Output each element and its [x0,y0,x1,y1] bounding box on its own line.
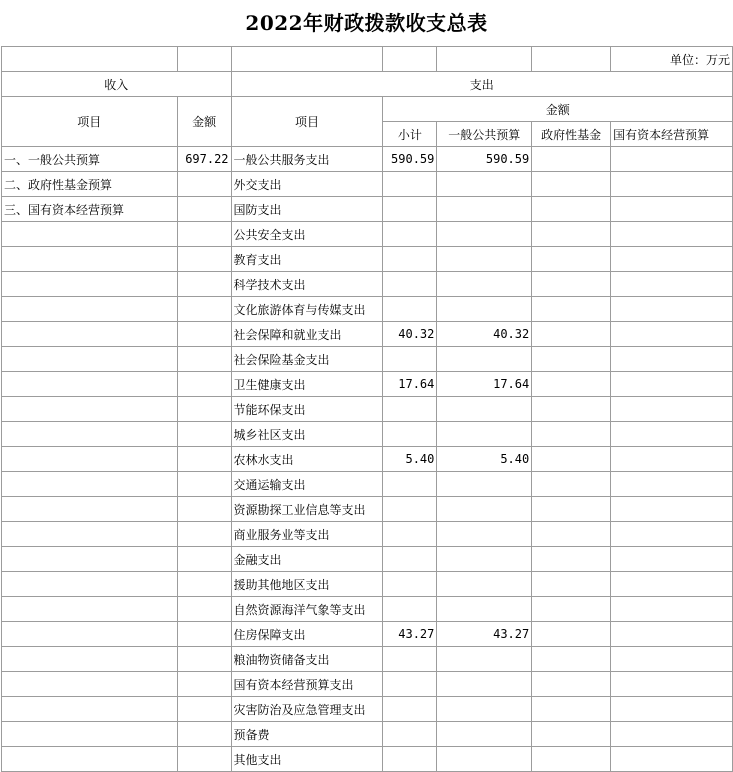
expense-gov-fund[interactable] [532,247,611,272]
expense-general-budget[interactable] [437,597,532,622]
income-item-name[interactable]: 一、一般公共预算 [2,147,178,172]
income-item-name[interactable] [2,572,178,597]
income-item-amount[interactable] [177,397,231,422]
expense-item-name[interactable]: 卫生健康支出 [231,372,383,397]
income-item-name[interactable] [2,672,178,697]
income-item-amount[interactable] [177,272,231,297]
expense-gov-fund[interactable] [532,472,611,497]
expense-gov-fund[interactable] [532,347,611,372]
expense-item-name[interactable]: 预备费 [231,722,383,747]
income-header[interactable]: 收入 [2,72,232,97]
expense-item-name[interactable]: 交通运输支出 [231,472,383,497]
expense-general-budget[interactable] [437,272,532,297]
expense-subtotal[interactable]: 43.27 [383,622,437,647]
expense-item-name[interactable]: 粮油物资储备支出 [231,647,383,672]
blank-cell[interactable] [2,47,178,72]
expense-subtotal[interactable] [383,297,437,322]
income-item-name[interactable] [2,347,178,372]
expense-gov-fund[interactable] [532,372,611,397]
table-row [2,697,733,722]
expense-subtotal[interactable] [383,547,437,572]
expense-subtotal[interactable]: 590.59 [383,147,437,172]
expense-item-header[interactable]: 项目 [231,97,383,147]
income-item-amount[interactable] [177,672,231,697]
table-row [2,472,733,497]
expense-item-name[interactable]: 社会保障和就业支出 [231,322,383,347]
expense-gov-fund[interactable] [532,522,611,547]
expense-state-capital[interactable] [611,197,733,222]
expense-gov-fund[interactable] [532,497,611,522]
expense-state-capital[interactable] [611,447,733,472]
income-item-name[interactable] [2,322,178,347]
expense-state-capital[interactable] [611,372,733,397]
expense-subtotal[interactable] [383,647,437,672]
expense-general-budget[interactable]: 40.32 [437,322,532,347]
expense-gov-fund[interactable] [532,747,611,772]
table-row [2,247,733,272]
page-title: 2022年财政拨款收支总表 [245,11,488,35]
subtotal-header[interactable]: 小计 [383,122,437,147]
income-item-name[interactable]: 二、政府性基金预算 [2,172,178,197]
expense-subtotal[interactable] [383,672,437,697]
income-item-amount[interactable] [177,422,231,447]
expense-general-budget[interactable] [437,547,532,572]
table-row [2,297,733,322]
expense-gov-fund[interactable] [532,447,611,472]
expense-gov-fund[interactable] [532,697,611,722]
gov-fund-header[interactable]: 政府性基金 [532,122,611,147]
expense-subtotal[interactable] [383,172,437,197]
expense-gov-fund[interactable] [532,597,611,622]
table-row [2,372,733,397]
state-capital-header[interactable]: 国有资本经营预算 [611,122,733,147]
expense-general-budget[interactable] [437,497,532,522]
income-item-name[interactable] [2,222,178,247]
expense-general-budget[interactable] [437,747,532,772]
income-item-name[interactable] [2,372,178,397]
expense-item-name[interactable]: 灾害防治及应急管理支出 [231,697,383,722]
expense-state-capital[interactable] [611,497,733,522]
expense-item-name[interactable]: 住房保障支出 [231,622,383,647]
table-row [2,547,733,572]
income-item-amount[interactable] [177,372,231,397]
expense-general-budget[interactable] [437,472,532,497]
expense-subtotal[interactable]: 40.32 [383,322,437,347]
table-row [2,747,733,772]
table-row [2,347,733,372]
expense-item-name[interactable]: 一般公共服务支出 [231,147,383,172]
expense-general-budget[interactable]: 590.59 [437,147,532,172]
income-item-amount[interactable] [177,522,231,547]
expense-state-capital[interactable] [611,597,733,622]
expense-general-budget[interactable]: 17.64 [437,372,532,397]
expense-general-budget[interactable]: 5.40 [437,447,532,472]
income-item-amount[interactable] [177,622,231,647]
income-amount-header[interactable]: 金额 [177,97,231,147]
income-item-amount[interactable] [177,347,231,372]
expense-state-capital[interactable] [611,272,733,297]
income-item-name[interactable] [2,722,178,747]
general-budget-header[interactable]: 一般公共预算 [437,122,532,147]
income-item-amount[interactable] [177,497,231,522]
expense-state-capital[interactable] [611,222,733,247]
income-item-name[interactable] [2,747,178,772]
expense-gov-fund[interactable] [532,722,611,747]
income-item-amount[interactable] [177,197,231,222]
expense-general-budget[interactable] [437,522,532,547]
expense-gov-fund[interactable] [532,197,611,222]
expense-state-capital[interactable] [611,722,733,747]
income-item-name[interactable] [2,522,178,547]
table-row [2,672,733,697]
table-row [2,197,733,222]
income-item-name[interactable] [2,447,178,472]
table-row [2,397,733,422]
income-item-amount[interactable] [177,547,231,572]
expense-subtotal[interactable] [383,572,437,597]
expense-state-capital[interactable] [611,697,733,722]
table-row [2,597,733,622]
blank-cell[interactable] [231,47,383,72]
expense-item-name[interactable]: 教育支出 [231,247,383,272]
table-row [2,722,733,747]
expense-item-name[interactable]: 社会保险基金支出 [231,347,383,372]
expense-general-budget[interactable] [437,397,532,422]
income-item-amount[interactable] [177,222,231,247]
income-item-name[interactable] [2,272,178,297]
income-item-name[interactable] [2,697,178,722]
expense-state-capital[interactable] [611,572,733,597]
expense-general-budget[interactable] [437,647,532,672]
expense-state-capital[interactable] [611,247,733,272]
expense-gov-fund[interactable] [532,672,611,697]
expense-subtotal[interactable]: 5.40 [383,447,437,472]
table-row [2,622,733,647]
expense-subtotal[interactable] [383,222,437,247]
income-item-amount[interactable] [177,747,231,772]
income-item-amount[interactable] [177,297,231,322]
table-row [2,422,733,447]
expense-subtotal[interactable] [383,497,437,522]
table-row [2,272,733,297]
expense-general-budget[interactable] [437,297,532,322]
expense-gov-fund[interactable] [532,547,611,572]
expense-subtotal[interactable] [383,347,437,372]
expense-general-budget[interactable] [437,722,532,747]
expense-state-capital[interactable] [611,172,733,197]
expense-subtotal[interactable] [383,522,437,547]
income-item-name[interactable]: 三、国有资本经营预算 [2,197,178,222]
expense-item-name[interactable]: 公共安全支出 [231,222,383,247]
income-item-name[interactable] [2,472,178,497]
expense-subtotal[interactable] [383,747,437,772]
expense-state-capital[interactable] [611,522,733,547]
budget-table [1,46,733,772]
expense-state-capital[interactable] [611,322,733,347]
table-row [2,447,733,472]
expense-item-name[interactable]: 科学技术支出 [231,272,383,297]
unit-row [2,47,733,72]
income-item-amount[interactable] [177,572,231,597]
income-item-header[interactable]: 项目 [2,97,178,147]
expense-state-capital[interactable] [611,747,733,772]
income-item-name[interactable] [2,647,178,672]
expense-gov-fund[interactable] [532,222,611,247]
table-row [2,497,733,522]
expense-state-capital[interactable] [611,297,733,322]
income-item-name[interactable] [2,397,178,422]
income-item-amount[interactable] [177,647,231,672]
expense-general-budget[interactable] [437,172,532,197]
blank-cell[interactable] [437,47,532,72]
expense-general-budget[interactable] [437,422,532,447]
income-item-amount[interactable] [177,447,231,472]
expense-gov-fund[interactable] [532,622,611,647]
table-row [2,322,733,347]
income-item-name[interactable] [2,622,178,647]
expense-state-capital[interactable] [611,147,733,172]
income-item-amount[interactable] [177,697,231,722]
expense-header[interactable]: 支出 [231,72,732,97]
income-item-name[interactable] [2,547,178,572]
expense-state-capital[interactable] [611,547,733,572]
unit-label[interactable]: 单位：万元 [611,47,733,72]
expense-item-name[interactable]: 城乡社区支出 [231,422,383,447]
expense-subtotal[interactable] [383,722,437,747]
expense-item-name[interactable]: 商业服务业等支出 [231,522,383,547]
expense-gov-fund[interactable] [532,422,611,447]
expense-gov-fund[interactable] [532,647,611,672]
income-item-name[interactable] [2,597,178,622]
table-row [2,172,733,197]
income-item-amount[interactable]: 697.22 [177,147,231,172]
expense-amount-header[interactable]: 金额 [383,97,733,122]
blank-cell[interactable] [383,47,437,72]
expense-item-name[interactable]: 国有资本经营预算支出 [231,672,383,697]
expense-subtotal[interactable] [383,697,437,722]
header-row-2 [2,97,733,122]
expense-item-name[interactable]: 其他支出 [231,747,383,772]
expense-item-name[interactable]: 文化旅游体育与传媒支出 [231,297,383,322]
expense-state-capital[interactable] [611,397,733,422]
income-item-amount[interactable] [177,172,231,197]
expense-subtotal[interactable] [383,597,437,622]
expense-item-name[interactable]: 外交支出 [231,172,383,197]
table-row [2,147,733,172]
income-item-amount[interactable] [177,472,231,497]
income-item-amount[interactable] [177,722,231,747]
expense-subtotal[interactable] [383,197,437,222]
expense-item-name[interactable]: 金融支出 [231,547,383,572]
expense-item-name[interactable]: 国防支出 [231,197,383,222]
expense-state-capital[interactable] [611,347,733,372]
expense-general-budget[interactable]: 43.27 [437,622,532,647]
income-item-amount[interactable] [177,597,231,622]
blank-cell[interactable] [177,47,231,72]
income-item-name[interactable] [2,422,178,447]
expense-general-budget[interactable] [437,672,532,697]
expense-general-budget[interactable] [437,572,532,597]
expense-subtotal[interactable] [383,472,437,497]
expense-general-budget[interactable] [437,197,532,222]
expense-item-name[interactable]: 农林水支出 [231,447,383,472]
expense-state-capital[interactable] [611,647,733,672]
expense-subtotal[interactable] [383,247,437,272]
expense-item-name[interactable]: 援助其他地区支出 [231,572,383,597]
table-row [2,522,733,547]
income-item-name[interactable] [2,497,178,522]
header-row-1 [2,72,733,97]
table-row [2,572,733,597]
expense-item-name[interactable]: 节能环保支出 [231,397,383,422]
expense-subtotal[interactable] [383,272,437,297]
expense-gov-fund[interactable] [532,572,611,597]
expense-gov-fund[interactable] [532,322,611,347]
blank-cell[interactable] [532,47,611,72]
expense-state-capital[interactable] [611,672,733,697]
expense-state-capital[interactable] [611,422,733,447]
expense-subtotal[interactable] [383,397,437,422]
expense-item-name[interactable]: 自然资源海洋气象等支出 [231,597,383,622]
expense-subtotal[interactable]: 17.64 [383,372,437,397]
expense-gov-fund[interactable] [532,397,611,422]
expense-general-budget[interactable] [437,247,532,272]
expense-gov-fund[interactable] [532,172,611,197]
expense-state-capital[interactable] [611,622,733,647]
income-item-amount[interactable] [177,247,231,272]
expense-gov-fund[interactable] [532,272,611,297]
table-row [2,647,733,672]
expense-item-name[interactable]: 资源勘探工业信息等支出 [231,497,383,522]
income-item-name[interactable] [2,297,178,322]
expense-general-budget[interactable] [437,347,532,372]
expense-gov-fund[interactable] [532,147,611,172]
expense-state-capital[interactable] [611,472,733,497]
table-row [2,222,733,247]
expense-general-budget[interactable] [437,697,532,722]
expense-subtotal[interactable] [383,422,437,447]
income-item-amount[interactable] [177,322,231,347]
expense-gov-fund[interactable] [532,297,611,322]
expense-general-budget[interactable] [437,222,532,247]
income-item-name[interactable] [2,247,178,272]
